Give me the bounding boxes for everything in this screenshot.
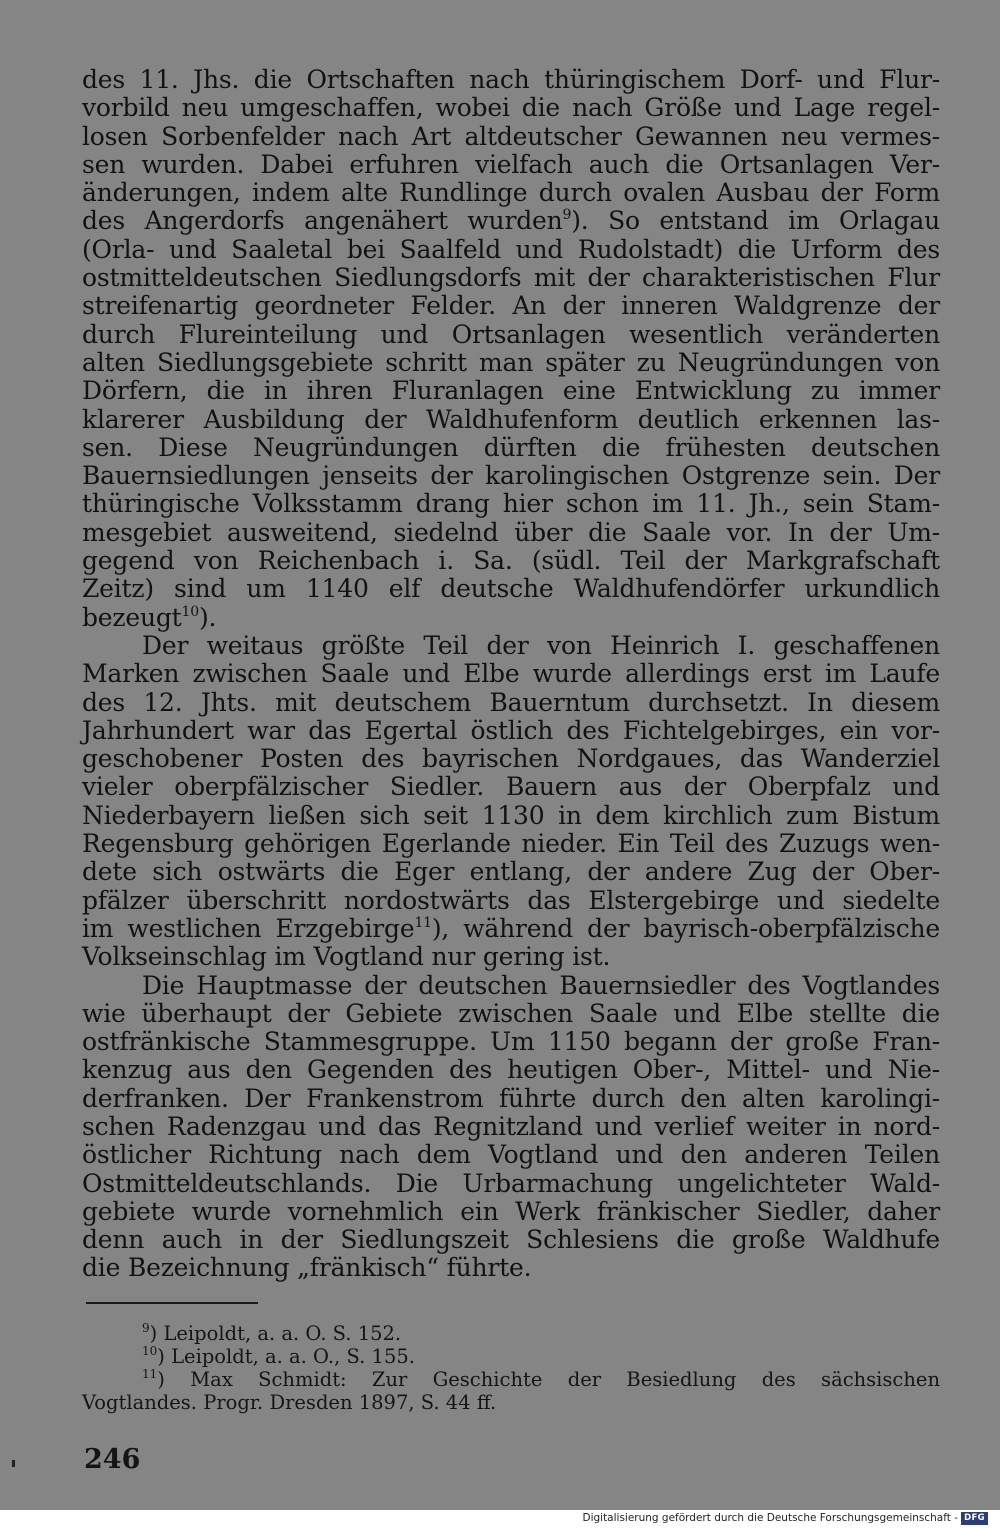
- body-text: [82, 66, 940, 1283]
- text-line: des 11. Jhs. die Ortschaften nach thüringischem Dorf- und Flur-: [82, 65, 940, 94]
- text-line: gegend von Reichenbach i. Sa. (südl. Teil der Markgrafschaft: [82, 546, 940, 576]
- text-line: östlicher Richtung nach dem Vogtland und den anderen Teilen: [82, 1140, 940, 1170]
- text-line: vorbild neu umgeschaffen, wobei die nach Größe und Lage regel-: [82, 93, 940, 123]
- text-segment: bezeugt: [82, 602, 182, 632]
- text-line: (Orla- und Saaletal bei Saalfeld und Rudolstadt) die Urform des: [82, 234, 940, 264]
- text-line: ostfränkische Stammesgruppe. Um 1150 begann der große Fran-: [82, 1027, 940, 1057]
- text-line: schen Radenzgau und das Regnitzland und verlief weiter in nord-: [82, 1111, 940, 1141]
- text-line: derfranken. Der Frankenstrom führte durch den alten karolingi-: [82, 1083, 940, 1113]
- text-line: ostmitteldeutschen Siedlungsdorfs mit der charakteristischen Flur: [82, 263, 940, 293]
- dfg-logo-icon: DFG: [961, 1512, 988, 1525]
- footer-credit: Digitalisierung gefördert durch die Deutsche Forschungsgemeinschaft -: [582, 1512, 958, 1524]
- text-line: durch Flureinteilung und Ortsanlagen wesentlich veränderten: [82, 319, 940, 349]
- text-segment: ). So entstand im Orlagau: [571, 206, 940, 236]
- text-line: alten Siedlungsgebiete schritt man später zu Neugründungen von: [82, 347, 940, 377]
- footnote-line: [82, 1368, 940, 1391]
- text-line: [82, 604, 940, 632]
- footnote-text: ) Leipoldt, a. a. O., S. 155.: [157, 1345, 415, 1368]
- text-line: Der weitaus größte Teil der von Heinrich I. geschaffenen: [142, 630, 940, 660]
- text-line: Niederbayern ließen sich seit 1130 in dem kirchlich zum Bistum: [82, 800, 940, 830]
- text-line: Die Hauptmasse der deutschen Bauernsiedler des Vogtlandes: [142, 970, 940, 1000]
- text-line: pfälzer überschritt nordostwärts das Elstergebirge und siedelte: [82, 885, 940, 915]
- text-line: denn auch in der Siedlungszeit Schlesiens die große Waldhufe: [82, 1225, 940, 1255]
- footnote-text: ) Leipoldt, a. a. O. S. 152.: [149, 1322, 402, 1345]
- text-line: Volkseinschlag im Vogtland nur gering ist.: [82, 942, 611, 972]
- text-line: die Bezeichnung „fränkisch“ führte.: [82, 1253, 532, 1283]
- text-line: vieler oberpfälzischer Siedler. Bauern aus der Oberpfalz und: [82, 772, 940, 802]
- footnote-reference: 11: [414, 914, 432, 931]
- footnote-text: Vogtlandes. Progr. Dresden 1897, S. 44 ff.: [82, 1391, 497, 1414]
- text-line: Dörfern, die in ihren Fluranlagen eine Entwicklung zu immer: [82, 376, 940, 406]
- text-line: losen Sorbenfelder nach Art altdeutscher Gewannen neu vermes-: [82, 121, 940, 151]
- text-line: gebiete wurde vornehmlich ein Werk fränkischer Siedler, daher: [82, 1196, 940, 1226]
- text-line: dete sich ostwärts die Eger entlang, der andere Zug der Ober-: [82, 857, 940, 887]
- text-line: [82, 915, 940, 943]
- text-line: mesgebiet ausweitend, siedelnd über die Saale vor. In der Um-: [82, 517, 940, 547]
- text-line: streifenartig geordneter Felder. An der inneren Waldgrenze der: [82, 291, 940, 321]
- margin-mark: [12, 1460, 15, 1467]
- text-segment: des Angerdorfs angenähert wurden: [82, 206, 563, 236]
- footnote-reference: 9: [562, 207, 572, 224]
- text-line: Marken zwischen Saale und Elbe wurde allerdings erst im Laufe: [82, 659, 940, 689]
- text-segment: ).: [198, 602, 217, 632]
- text-line: Regensburg gehörigen Egerlande nieder. Ein Teil des Zuzugs wen-: [82, 829, 940, 859]
- footnote-divider: [86, 1302, 258, 1304]
- footnote-mark: 11: [142, 1367, 158, 1381]
- footnote-mark: 10: [142, 1344, 158, 1358]
- page-number: 246: [84, 1444, 141, 1475]
- footnotes: [82, 1322, 940, 1414]
- text-line: änderungen, indem alte Rundlinge durch ovalen Ausbau der Form: [82, 178, 940, 208]
- text-line: sen wurden. Dabei erfuhren vielfach auch die Ortsanlagen Ver-: [82, 149, 940, 179]
- text-line: Zeitz) sind um 1140 elf deutsche Waldhufendörfer urkundlich: [82, 574, 940, 604]
- text-line: geschobener Posten des bayrischen Nordgaues, das Wanderziel: [82, 744, 940, 774]
- text-line: klarerer Ausbildung der Waldhufenform deutlich erkennen las-: [82, 404, 940, 434]
- footnote-reference: 10: [181, 603, 199, 620]
- text-line: Jahrhundert war das Egertal östlich des Fichtelgebirges, ein vor-: [82, 715, 940, 745]
- text-line: des 12. Jhts. mit deutschem Bauerntum durchsetzt. In diesem: [82, 687, 940, 717]
- text-line: kenzug aus den Gegenden des heutigen Ober-, Mittel- und Nie-: [82, 1055, 940, 1085]
- footnote-line: [82, 1345, 940, 1368]
- text-line: Ostmitteldeutschlands. Die Urbarmachung ungelichteter Wald-: [82, 1168, 940, 1198]
- text-line: [82, 207, 940, 235]
- text-line: Bauernsiedlungen jenseits der karolingischen Ostgrenze sein. Der: [82, 461, 940, 491]
- text-line: sen. Diese Neugründungen dürften die frühesten deutschen: [82, 432, 940, 462]
- text-segment: ), während der bayrisch-oberpfälzische: [431, 913, 940, 943]
- footnote-line: [82, 1391, 940, 1414]
- text-line: thüringische Volksstamm drang hier schon im 11. Jh., sein Stam-: [82, 489, 940, 519]
- footnote-mark: 9: [142, 1321, 150, 1335]
- text-line: wie überhaupt der Gebiete zwischen Saale und Elbe stellte die: [82, 998, 940, 1028]
- footnote-text: ) Max Schmidt: Zur Geschichte der Besiedlung des sächsischen: [157, 1368, 940, 1391]
- text-segment: im westlichen Erzgebirge: [82, 913, 415, 943]
- footnote-line: [82, 1322, 940, 1345]
